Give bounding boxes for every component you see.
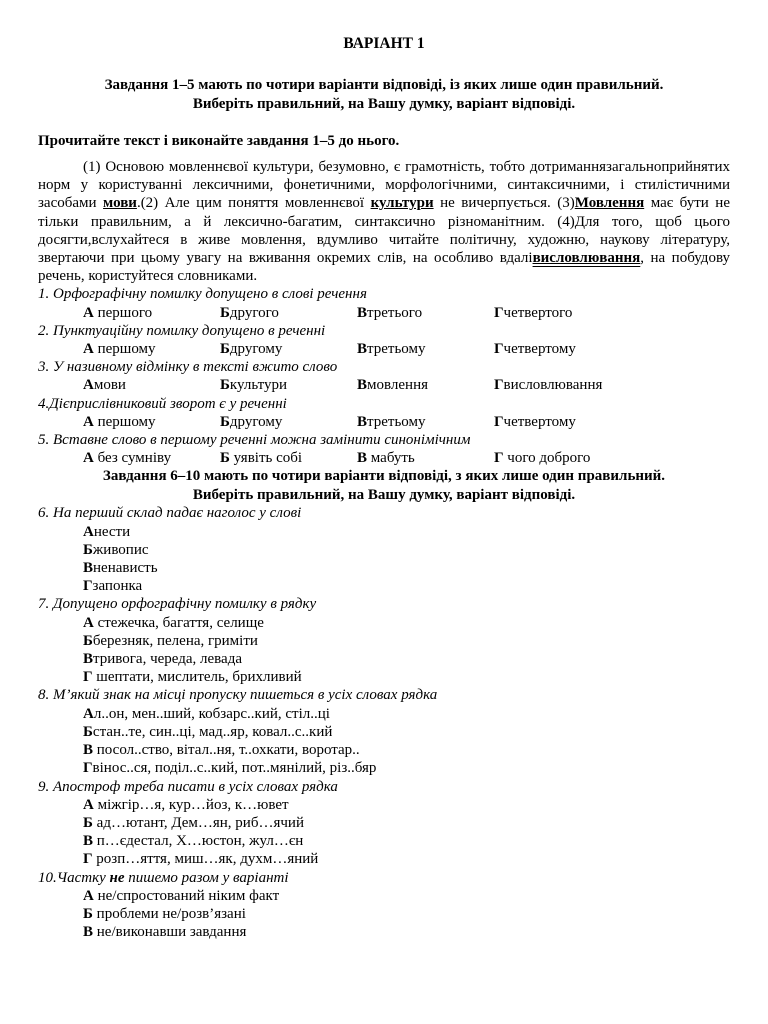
question-text: 2. Пунктуаційну помилку допущено в реченні [38,322,326,339]
options-list [38,705,730,778]
option-letter: Г [494,304,504,321]
option-letter: В [357,304,368,321]
option-text: л..он, мен..ший, кобзарс..кий, стіл..ці [93,705,330,722]
question-text: 1. Орфографічну помилку допущено в слові речення [38,286,367,303]
option-letter: А [83,377,94,394]
question-text: 5. Вставне слово в першому реченні можна замінити синонімічним [38,432,471,449]
option-letter: Б [83,723,93,740]
question-text: 6. На перший склад падає наголос у слові [38,505,302,522]
answer-option [83,923,730,941]
answer-option [494,340,576,358]
option-letter: Б [220,450,230,467]
option-letter: Б [220,341,230,358]
answer-option [220,413,357,431]
passage-part: не вичерпується. (3) [433,195,575,212]
answer-option [83,614,730,632]
question-text-part: пишемо разом у варіанті [124,869,289,886]
option-letter: Б [220,413,230,430]
options-row [38,376,730,394]
answer-option [83,668,730,686]
option-letter: Г [83,578,93,595]
answer-option [83,449,220,467]
option-letter: Г [494,377,504,394]
answer-option [83,650,730,668]
option-text: шептати, мислитель, брихливий [92,669,302,686]
option-letter: В [83,651,94,668]
option-text: стежечка, багаття, селище [93,614,264,631]
answer-option [83,304,220,322]
option-text: ад…ютант, Дем…ян, риб…ячий [92,814,304,831]
passage-word-movy: мови [103,195,137,212]
option-letter: В [83,742,94,759]
option-text: без сумніву [93,450,172,467]
option-text: мабуть [367,450,415,467]
answer-option [83,413,220,431]
option-text: проблеми не/розв’язані [92,905,246,922]
passage [38,158,730,285]
option-letter: Г [83,669,93,686]
options-row [38,340,730,358]
document-page [38,34,730,941]
option-text: не/спростований ніким факт [93,887,280,904]
option-text: березняк, пелена, гриміти [92,632,258,649]
option-letter: Г [494,450,504,467]
option-text: четвертому [503,413,576,430]
option-text: третьому [367,413,426,430]
answer-option [494,449,590,467]
option-letter: Г [494,341,504,358]
questions-1-5 [38,285,730,467]
answer-option [83,723,730,741]
read-prompt: Прочитайте текст і виконайте завдання 1–5 до нього. [38,133,400,149]
option-letter: А [83,304,94,321]
answer-option [494,304,572,322]
option-text: ненависть [93,560,158,577]
option-letter: А [83,341,94,358]
question-emphasis: не [109,869,125,886]
question-text-part: 10.Частку [38,869,110,886]
answer-option [220,304,357,322]
option-letter: В [357,413,368,430]
passage-part: .(2) Але цим поняття мовленнєвої [136,195,371,212]
option-text: стан..те, син..ці, мад..яр, ковал..с..кий [92,723,333,740]
option-text: розп…яття, миш…як, духм…яний [92,851,319,868]
option-letter: В [357,341,368,358]
option-letter: В [83,924,94,941]
option-letter: Г [494,413,504,430]
option-text: чого доброго [503,450,591,467]
option-text: першому [93,413,156,430]
answer-option [83,632,730,650]
passage-part: має бути не тільки правильним, а й лексично-багатим, синтаксично різноманітним. (4)Для того, щоб цього досягти,вслухайтеся в живе мовлення, вдумливо читайте політичну, художню, наукову літературу, звертаючи при цьому увагу на вживання окремих слів, на особливо вдалі [38,195,730,267]
option-text: нести [93,523,131,540]
instruction-2-line-1: Завдання 6–10 мають по чотири варіанти відповіді, з яких лише один правильний. [102,468,666,485]
option-letter: А [83,614,94,631]
passage-word-movlennia: Мовлення [574,195,645,212]
option-text: вінос..ся, поділ..с..кий, пот..мянілий, різ..бяр [92,760,377,777]
instruction-1-line-1: Завдання 1–5 мають по чотири варіанти відповіді, із яких лише один правильний. [104,77,664,93]
answer-option [220,340,357,358]
option-text: уявіть собі [229,450,303,467]
answer-option [83,887,730,905]
option-letter: В [357,377,368,394]
option-letter: А [83,450,94,467]
option-letter: Г [83,851,93,868]
passage-part: , на побудову речень, користуйтеся словниками. [38,250,731,285]
question-text: 3. У називному відмінку в тексті вжито слово [38,359,338,376]
answer-option [83,541,730,559]
page-title: ВАРІАНТ 1 [343,35,425,52]
option-letter: Б [83,814,93,831]
question-text [38,869,730,887]
options-row [38,413,730,431]
questions-6-10 [38,504,730,941]
option-text: мови [93,377,126,394]
answer-option [83,759,730,777]
option-text: мовлення [367,377,428,394]
answer-option [83,905,730,923]
option-text: першого [93,304,153,321]
option-text: запонка [92,578,143,595]
option-text: живопис [92,541,149,558]
option-letter: Б [83,632,93,649]
option-text: посол..ство, вітал..ня, т..охкати, воротар.. [93,742,360,759]
option-letter: А [83,796,94,813]
option-letter: Б [83,905,93,922]
option-text: п…єдестал, Х…юстон, жул…єн [93,833,304,850]
passage-word-kultury: культури [370,195,434,212]
passage-part: (1) Основою мовленнєвої культури, безумовно, є грамотність, тобто дотриманнязагальноприйнятих норм у користуванні лексичними, фонетичними, морфологічними, синтаксичними, і стилістичними засобами [38,159,730,212]
option-text: третього [367,304,423,321]
answer-option [220,376,357,394]
answer-option [220,449,357,467]
options-list [38,887,730,942]
option-letter: А [83,705,94,722]
option-letter: Г [83,760,93,777]
answer-option [83,850,730,868]
options-list [38,523,730,596]
option-letter: А [83,523,94,540]
answer-option [494,413,576,431]
option-text: першому [93,341,156,358]
option-text: другого [229,304,279,321]
option-text: другому [229,341,283,358]
option-text: тривога, череда, левада [93,651,242,668]
question-text: 4.Дієприслівниковий зворот є у реченні [38,395,287,412]
instruction-2-line-2: Виберіть правильний, на Вашу думку, варіант відповіді. [192,486,576,503]
option-letter: В [357,450,368,467]
answer-option [83,376,220,394]
option-text: культури [229,377,287,394]
answer-option [357,449,494,467]
answer-option [357,413,494,431]
answer-option [83,741,730,759]
option-text: третьому [367,341,426,358]
option-text: четвертого [503,304,573,321]
option-text: не/виконавши завдання [93,924,247,941]
option-letter: В [83,560,94,577]
answer-option [83,814,730,832]
question-text: 9. Апостроф треба писати в усіх словах рядка [38,778,338,795]
option-letter: Б [220,304,230,321]
option-text: міжгір…я, кур…йоз, к…ювет [93,796,289,813]
answer-option [83,832,730,850]
option-text: висловлювання [503,377,603,394]
option-letter: А [83,413,94,430]
question-text: 7. Допущено орфографічну помилку в рядку [38,596,317,613]
question-text: 8. М’який знак на місці пропуску пишеться в усіх словах рядка [38,687,438,704]
option-letter: Б [220,377,230,394]
answer-option [83,796,730,814]
options-list [38,796,730,869]
answer-option [357,376,494,394]
answer-option [83,705,730,723]
options-row [38,449,730,467]
answer-option [83,340,220,358]
answer-option [83,559,730,577]
answer-option [357,340,494,358]
option-letter: А [83,887,94,904]
option-letter: Б [83,541,93,558]
option-text: четвертому [503,341,576,358]
answer-option [357,304,494,322]
options-row [38,304,730,322]
answer-option [83,523,730,541]
option-letter: В [83,833,94,850]
instruction-1-line-2: Виберіть правильний, на Вашу думку, варіант відповіді. [192,96,576,112]
answer-option [494,376,602,394]
options-list [38,614,730,687]
option-text: другому [229,413,283,430]
passage-word-vyslovliuvannia: висловлювання [532,250,641,267]
answer-option [83,577,730,595]
